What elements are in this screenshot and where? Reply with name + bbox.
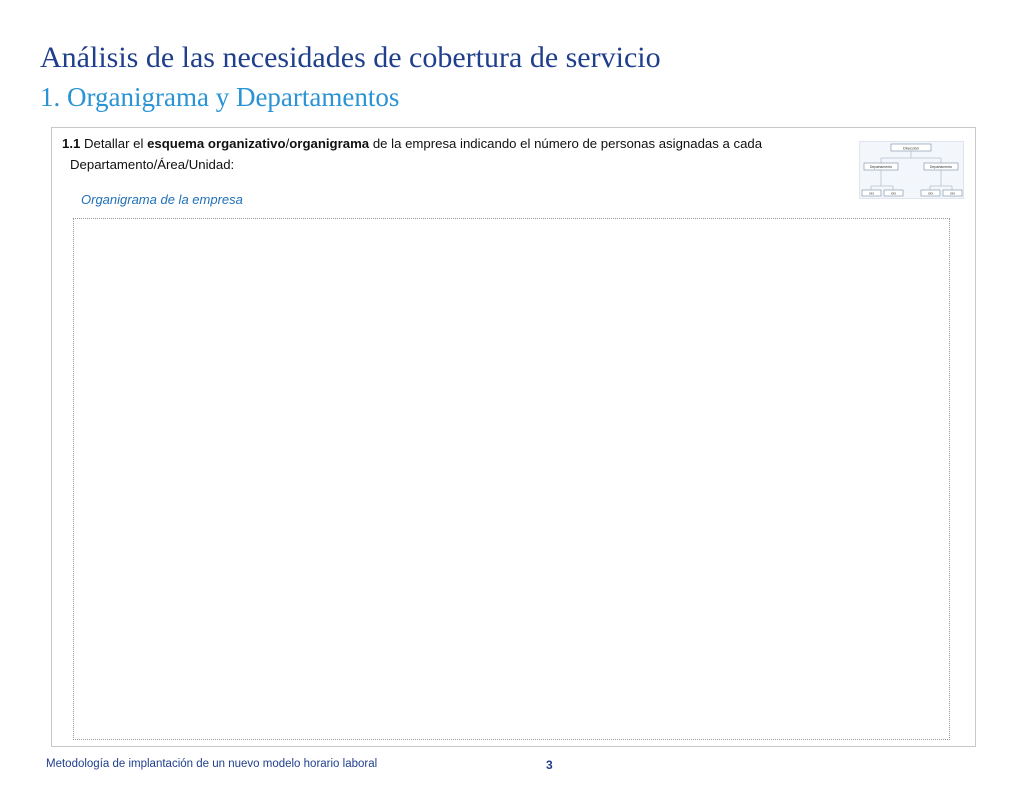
org-chart-input-area[interactable]: [73, 218, 950, 740]
footer-text: Metodología de implantación de un nuevo modelo horario laboral: [46, 758, 378, 770]
instruction-text-before: Detallar el: [84, 136, 144, 151]
instruction-bold-esquema: esquema organizativo: [147, 136, 286, 151]
thumb-unit-label: xxx: [890, 191, 897, 196]
thumb-unit-label: xxx: [927, 191, 934, 196]
thumb-department-label: Departamento: [869, 165, 893, 170]
org-chart-label: Organigrama de la empresa: [81, 192, 243, 207]
instruction-text: [62, 133, 844, 175]
thumb-director-label: Dirección: [903, 146, 919, 151]
content-panel: [51, 127, 976, 747]
instruction-separator: /: [285, 136, 290, 151]
instruction-number: 1.1: [62, 136, 81, 151]
thumb-department-label: Departamento: [929, 165, 953, 170]
page-title: Análisis de las necesidades de cobertura de servicio: [40, 41, 661, 74]
thumb-unit-label: xxx: [868, 191, 875, 196]
org-chart-thumbnail-svg: [860, 142, 963, 198]
instruction-line-2: Departamento/Área/Unidad:: [70, 157, 235, 172]
instruction-text-after: de la empresa indicando el número de personas asignadas a cada: [372, 136, 763, 151]
org-chart-thumbnail: [859, 141, 964, 199]
instruction-bold-organigrama: organigrama: [289, 136, 370, 151]
page-number: 3: [546, 758, 553, 772]
section-subtitle: 1. Organigrama y Departamentos: [40, 82, 400, 112]
thumb-unit-label: xxx: [949, 191, 956, 196]
